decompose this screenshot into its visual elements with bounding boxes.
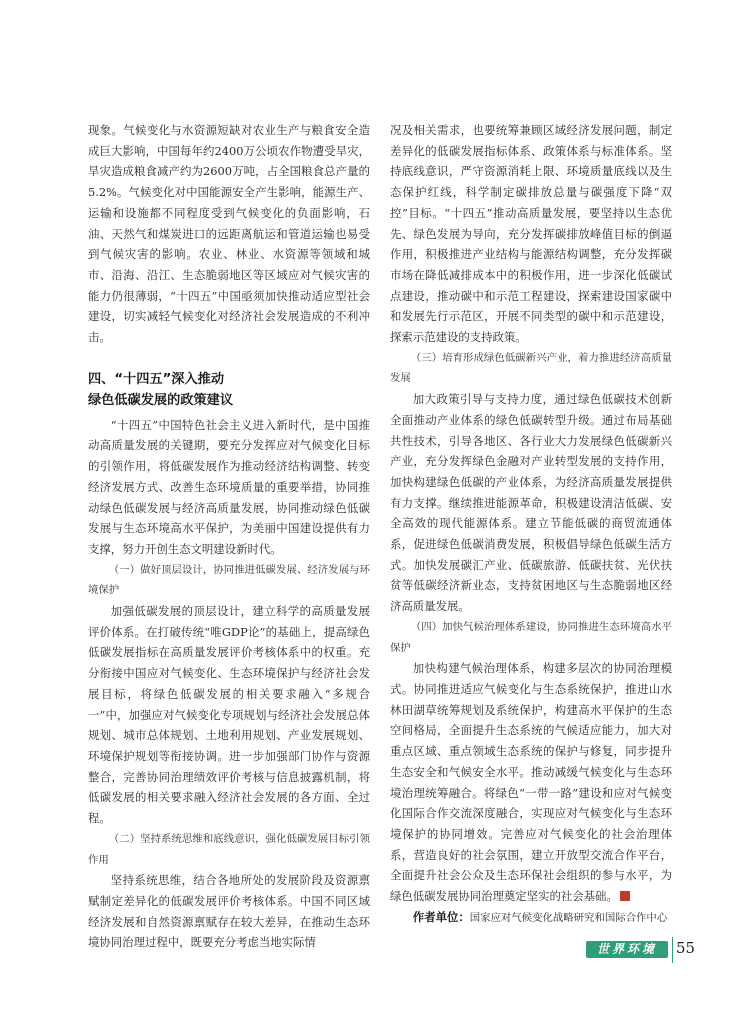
- body-paragraph: 加强低碳发展的顶层设计，建立科学的高质量发展评价体系。在打破传统“唯GDP论”的基础上，提高绿色低碳发展指标在高质量发展评价考核体系中的权重。充分衔接中国应对气候变化、生态环境保护与经济社会发展目标，将绿色低碳发展的相关要求融入“多规合一”中，加强应对气候变化专项规划与经济社会发展总体规划、城市总体规划、土地利用规划、产业发展规划、环境保护规划等衔接协调。进一步加强部门协作与资源整合，完善协同治理绩效评价考核与信息披露机制，将低碳发展的相关要求融入经济社会发展的各方面、全过程。: [88, 604, 370, 826]
- subsection-heading: （二）坚持系统思维和底线意识，强化低碳发展目标引领作用: [88, 832, 370, 866]
- right-column: [390, 120, 672, 928]
- subsection-heading: （一）做好顶层设计，协同推进低碳发展、经济发展与环境保护: [88, 563, 370, 597]
- author-name: 国家应对气候变化战略研究和国际合作中心: [469, 911, 668, 924]
- final-paragraph-text: 加快构建气候治理体系，构建多层次的协同治理模式。协同推进适应气候变化与生态系统保护，推进山水林田湖草统筹规划及系统保护，构建高水平保护的生态空间格局，全面提升生态系统的气候适应能力，加大对重点区域、重点领域生态系统的保护与修复，同步提升生态安全和气候安全水平。推动减缓气候变化与生态环境治理统筹融合。将绿色“一带一路”建设和应对气候变化国际合作交流深度融合，实现应对气候变化与生态环境保护的协同增效。完善应对气候变化的社会治理体系，营造良好的社会氛围，建立开放型交流合作平台，全面提升社会公众及生态环保社会组织的参与水平，为绿色低碳发展协同治理奠定坚实的社会基础。: [390, 661, 672, 904]
- magazine-logo: 世界环境: [586, 941, 668, 958]
- body-paragraph: “十四五”中国特色社会主义进入新时代，是中国推动高质量发展的关键期，要充分发挥应对气候变化目标的引领作用，将低碳发展作为推动经济结构调整、转变经济发展方式、改善生态环境质量的重要举措，协同推动绿色低碳发展与经济高质量发展，协同推动绿色低碳发展与生态环境高水平保护，为美丽中国建设提供有力支撑，努力开创生态文明建设新时代。: [88, 417, 370, 556]
- body-paragraph: 况及相关需求，也要统筹兼顾区域经济发展问题，制定差异化的低碳发展指标体系、政策体系与标准体系。坚持底线意识，严守资源消耗上限、环境质量底线以及生态保护红线，科学制定碳排放总量与碳强度下降“双控”目标。“十四五”推动高质量发展，要坚持以生态优先、绿色发展为导向，充分发挥碳排放峰值目标的倒逼作用，积极推进产业结构与能源结构调整，充分发挥碳市场在降低减排成本中的积极作用，进一步深化低碳试点建设，推动碳中和示范工程建设，探索建设国家碳中和发展先行示范区，开展不同类型的碳中和示范建设，探索示范建设的支持政策。: [390, 123, 672, 345]
- author-label: 作者单位：: [412, 909, 470, 924]
- left-column: [88, 120, 370, 953]
- footer-divider: [672, 937, 673, 963]
- subsection-heading: （三）培育形成绿色低碳新兴产业，着力推进经济高质量发展: [390, 351, 672, 385]
- page-number: 55: [676, 939, 696, 957]
- body-paragraph: 加大政策引导与支持力度，通过绿色低碳技术创新全面推动产业体系的绿色低碳转型升级。通过布局基础共性技术，引导各地区、各行业大力发展绿色低碳新兴产业，充分发挥绿色金融对产业转型发展的支持作用，加快构建绿色低碳的产业体系，为经济高质量发展提供有力支撑。继续推进能源革命，积极建设清洁低碳、安全高效的现代能源体系。建立节能低碳的商贸流通体系，促进绿色低碳消费发展，积极倡导绿色低碳生活方式。加快发展碳汇产业、低碳旅游、低碳扶贫、光伏扶贫等低碳经济新业态，支持贫困地区与生态脆弱地区经济高质量发展。: [390, 392, 672, 614]
- section-heading-line: 绿色低碳发展的政策建议: [88, 392, 234, 408]
- section-heading-line: 四、“十四五”深入推动: [88, 371, 225, 387]
- body-paragraph: [390, 658, 672, 906]
- body-paragraph: 坚持系统思维，结合各地所处的发展阶段及资源禀赋制定差异化的低碳发展评价考核体系。中国不同区域经济发展和自然资源禀赋存在较大差异，在推动生态环境协同治理过程中，既要充分考虑当地实际情: [88, 873, 370, 950]
- subsection-heading: （四）加快气候治理体系建设，协同推进生态环境高水平保护: [390, 620, 672, 654]
- author-affiliation: [390, 907, 672, 929]
- body-paragraph: 现象。气候变化与水资源短缺对农业生产与粮食安全造成巨大影响，中国每年约2400万公顷农作物遭受旱灾，旱灾造成粮食减产约为2600万吨，占全国粮食总产量的5.2%。气候变化对中国能源安全产生影响，能源生产、运输和设施都不同程度受到气候变化的负面影响，石油、天然气和煤炭进口的远距离航运和管道运输也易受到气候灾害的影响。农业、林业、水资源等领域和城市、沿海、沿江、生态脆弱地区等区域应对气候灾害的能力仍很薄弱，“十四五”中国亟须加快推动适应型社会建设，切实减轻气候变化对经济社会发展造成的不利冲击。: [88, 123, 370, 345]
- end-mark-icon: [620, 891, 630, 901]
